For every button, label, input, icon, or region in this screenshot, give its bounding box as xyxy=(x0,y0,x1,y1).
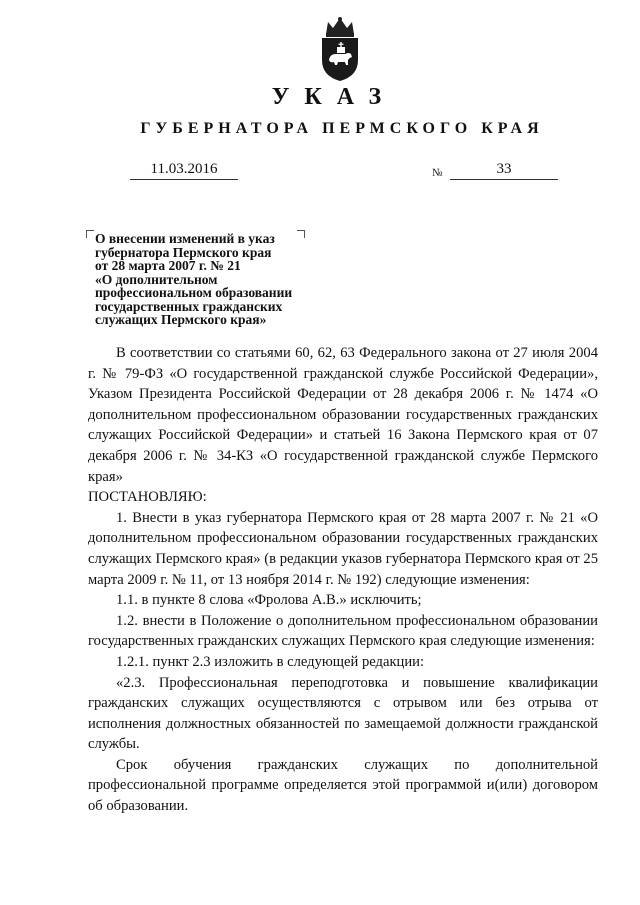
title-line: профессиональном образовании xyxy=(95,285,293,300)
number-sign-label: № xyxy=(432,167,443,179)
document-type-heading: УКАЗ xyxy=(271,84,397,110)
quote-2-3-paragraph: «2.3. Профессиональная переподготовка и повышение квалификации гражданских служащих осуществляются с отрывом или без отрыва от исполнения должностных обязанностей по замещаемой должности гражданской службы. xyxy=(88,674,598,753)
title-line: от 28 марта 2007 г. № 21 xyxy=(95,258,241,273)
term-paragraph: Срок обучения гражданских служащих по дополнительной профессиональной программе определяется этой программой и(или) договором об образовании. xyxy=(88,756,598,815)
decree-number: 33 xyxy=(450,160,558,180)
title-line: О внесении изменений в указ xyxy=(95,231,275,246)
item-1-2-paragraph: 1.2. внести в Положение о дополнительном профессиональном образовании государственных гражданских служащих Пермского края следующие изменения: xyxy=(88,612,598,650)
title-line: «О дополнительном xyxy=(95,271,218,287)
item-1-2-1-paragraph: 1.2.1. пункт 2.3 изложить в следующей редакции: xyxy=(116,653,425,670)
decree-date: 11.03.2016 xyxy=(130,160,238,180)
title-line: служащих Пермского края» xyxy=(95,312,267,327)
resolve-heading: ПОСТАНОВЛЯЮ: xyxy=(88,489,207,506)
title-line: губернатора Пермского края xyxy=(95,244,272,260)
decree-body xyxy=(88,343,598,817)
perm-krai-coat-of-arms-icon xyxy=(318,16,362,82)
title-line: государственных гражданских xyxy=(95,298,283,314)
item-1-paragraph: 1. Внести в указ губернатора Пермского края от 28 марта 2007 г. № 21 «О дополнительном профессиональном образовании государственных гражданских служащих Пермского края» (в редакции указов губернатора Пермского края от 25 марта 2009 г. № 11, от 13 ноября 2014 г. № 192) следующие изменения: xyxy=(88,509,598,588)
item-1-1-paragraph: 1.1. в пункте 8 слова «Фролова А.В.» исключить; xyxy=(116,592,422,609)
title-bracket-left xyxy=(86,230,94,238)
preamble-paragraph: В соответствии со статьями 60, 62, 63 Федерального закона от 27 июля 2004 г. № 79-ФЗ «О государственной гражданской службе Российской Федерации», Указом Президента Российской Федерации от 28 декабря 2006 г. № 1474 «О дополнительном профессиональном образовании государственных гражданских служащих Российской Федерации» и статьей 16 Закона Пермского края от 07 декабря 2006 г. № 34-КЗ «О государственной гражданской службе Пермского края» xyxy=(88,345,598,485)
issuer-heading: ГУБЕРНАТОРА ПЕРМСКОГО КРАЯ xyxy=(140,120,544,137)
decree-title xyxy=(95,232,325,327)
